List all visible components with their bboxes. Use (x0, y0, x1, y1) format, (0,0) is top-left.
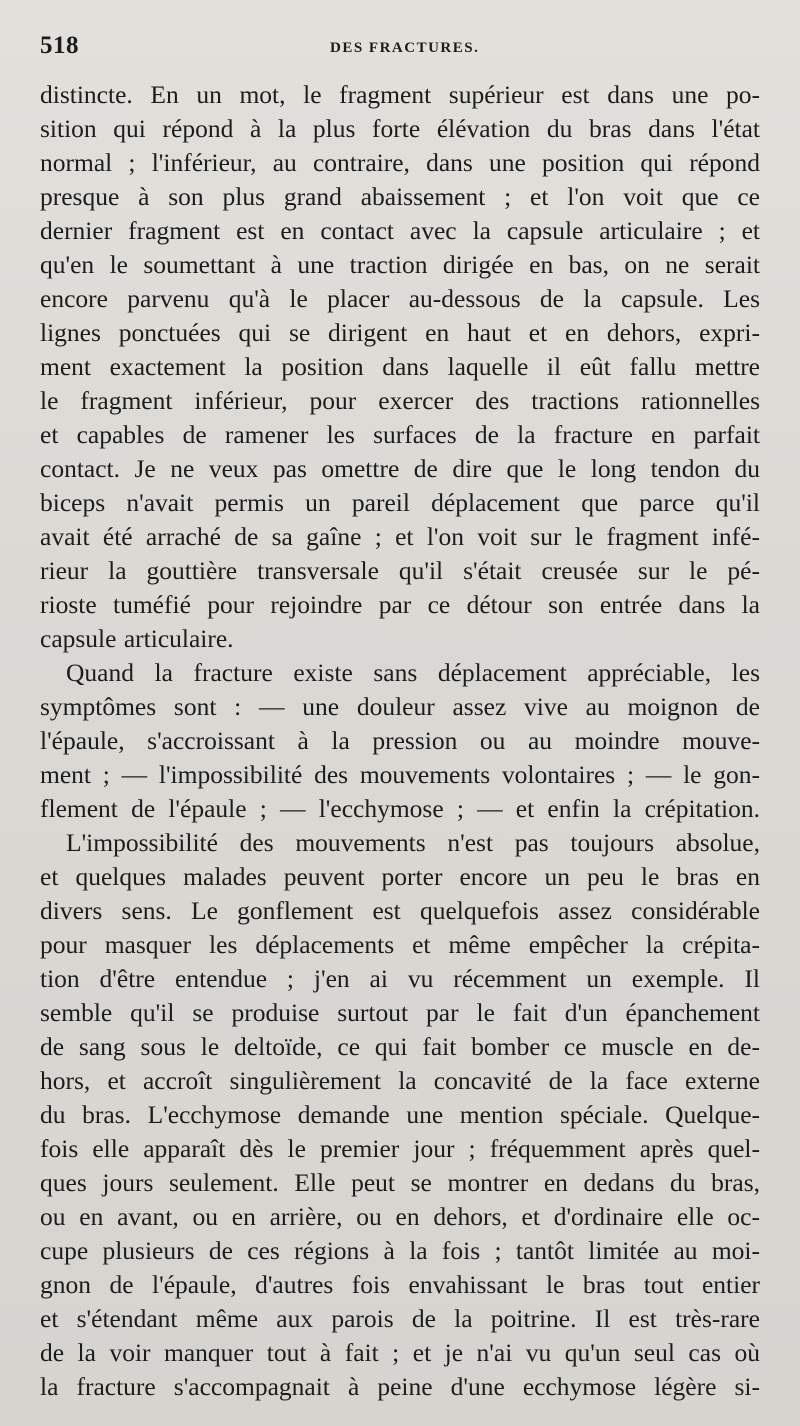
text-line: capsule articulaire. (40, 624, 234, 653)
text-line: et capables de ramener les surfaces de la fracture en parfait (40, 420, 760, 449)
text-line: pour masquer les déplacements et même empêcher la crépita- (40, 930, 760, 959)
text-line: avait été arraché de sa gaîne ; et l'on voit sur le fragment infé- (40, 522, 760, 551)
text-line: dernier fragment est en contact avec la capsule articulaire ; et (40, 216, 760, 245)
text-line: sition qui répond à la plus forte élévation du bras dans l'état (40, 114, 760, 143)
text-line: ment ; — l'impossibilité des mouvements volontaires ; — le gon- (40, 760, 760, 789)
text-line: le fragment inférieur, pour exercer des tractions rationnelles (40, 386, 760, 415)
text-line: symptômes sont : — une douleur assez vive au moignon de (40, 692, 760, 721)
text-line: ment exactement la position dans laquelle il eût fallu mettre (40, 352, 760, 381)
text-line: rieur la gouttière transversale qu'il s'était creusée sur le pé- (40, 556, 760, 585)
text-line: ou en avant, ou en arrière, ou en dehors, et d'ordinaire elle oc- (40, 1202, 760, 1231)
text-line: qu'en le soumettant à une traction dirigée en bas, on ne serait (40, 250, 760, 279)
text-line: du bras. L'ecchymose demande une mention spéciale. Quelque- (40, 1100, 760, 1129)
text-line: de sang sous le deltoïde, ce qui fait bomber ce muscle en de- (40, 1032, 760, 1061)
text-line: normal ; l'inférieur, au contraire, dans une position qui répond (40, 148, 760, 177)
text-line: distincte. En un mot, le fragment supérieur est dans une po- (40, 80, 760, 109)
text-line: divers sens. Le gonflement est quelquefois assez considérable (40, 896, 760, 925)
text-line: l'épaule, s'accroissant à la pression ou au moindre mouve- (40, 726, 760, 755)
text-body (40, 78, 760, 1404)
text-line: lignes ponctuées qui se dirigent en haut et en dehors, expri- (40, 318, 760, 347)
running-head (40, 32, 760, 62)
text-line: semble qu'il se produise surtout par le fait d'un épanchement (40, 998, 760, 1027)
text-line: fois elle apparaît dès le premier jour ; fréquemment après quel- (40, 1134, 760, 1163)
text-line: rioste tuméfié pour rejoindre par ce détour son entrée dans la (40, 590, 760, 619)
text-line: gnon de l'épaule, d'autres fois envahissant le bras tout entier (40, 1270, 760, 1299)
text-line: encore parvenu qu'à le placer au-dessous de la capsule. Les (40, 284, 760, 313)
text-line: et s'étendant même aux parois de la poitrine. Il est très-rare (40, 1304, 760, 1333)
text-line: biceps n'avait permis un pareil déplacement que parce qu'il (40, 488, 760, 517)
text-line: hors, et accroît singulièrement la concavité de la face externe (40, 1066, 760, 1095)
text-line: la fracture s'accompagnait à peine d'une ecchymose légère si- (40, 1372, 760, 1401)
text-line: cupe plusieurs de ces régions à la fois ; tantôt limitée au moi- (40, 1236, 760, 1265)
running-title: DES FRACTURES. (330, 40, 480, 56)
text-line: presque à son plus grand abaissement ; et l'on voit que ce (40, 182, 760, 211)
text-line: tion d'être entendue ; j'en ai vu récemment un exemple. Il (40, 964, 760, 993)
page-number: 518 (40, 32, 79, 59)
text-line: L'impossibilité des mouvements n'est pas toujours absolue, (66, 828, 760, 857)
text-line: flement de l'épaule ; — l'ecchymose ; — et enfin la crépitation. (40, 794, 760, 823)
text-line: et quelques malades peuvent porter encore un peu le bras en (40, 862, 760, 891)
text-line: de la voir manquer tout à fait ; et je n'ai vu qu'un seul cas où (40, 1338, 760, 1367)
text-line: contact. Je ne veux pas omettre de dire que le long tendon du (40, 454, 760, 483)
text-line: Quand la fracture existe sans déplacement appréciable, les (66, 658, 760, 687)
text-line: ques jours seulement. Elle peut se montrer en dedans du bras, (40, 1168, 760, 1197)
